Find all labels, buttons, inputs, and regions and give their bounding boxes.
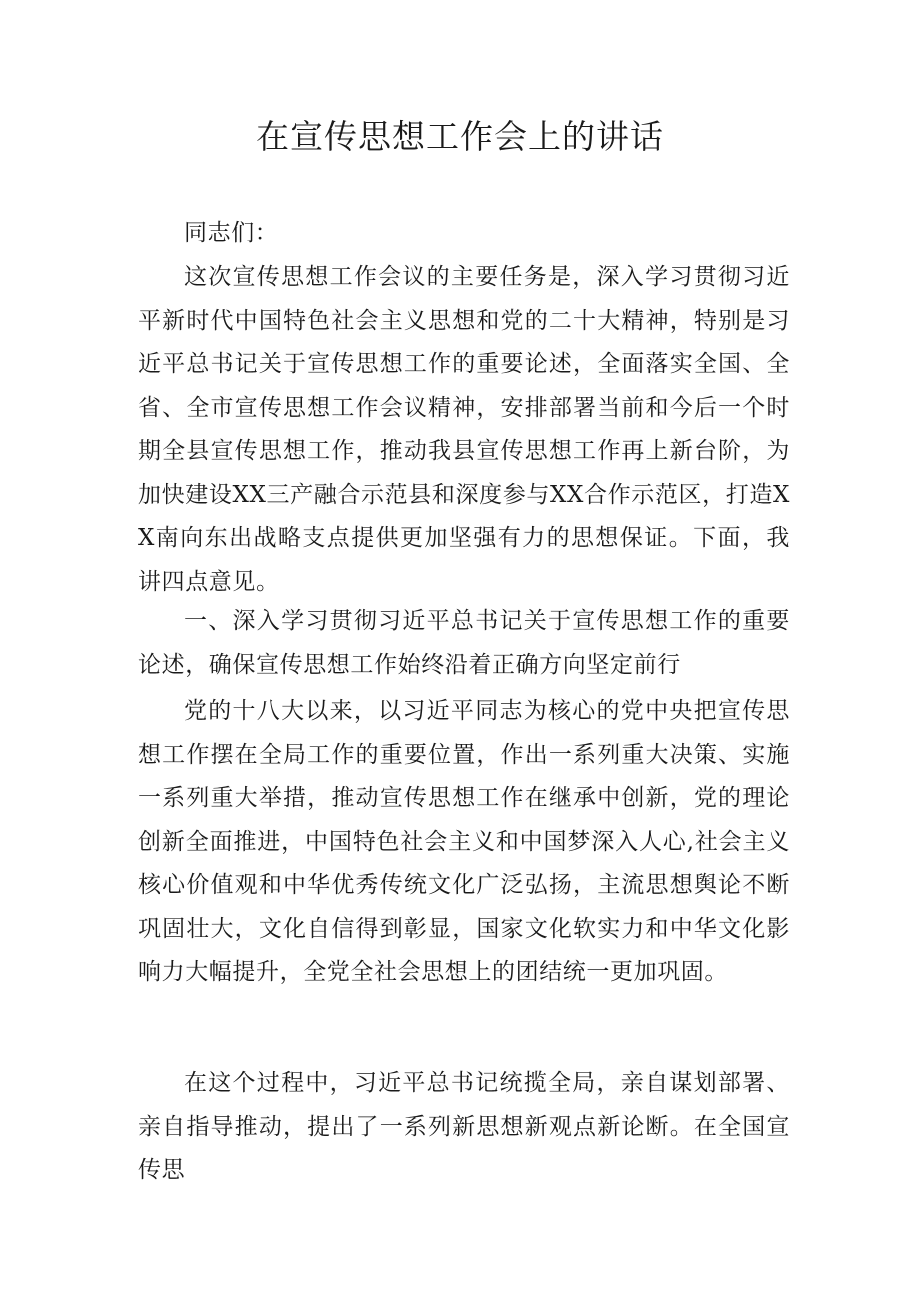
- greeting: 同志们：: [184, 220, 279, 246]
- paragraph-intro: 这次宣传思想工作会议的主要任务是，深入学习贯彻习近平新时代中国特色社会主义思想和党的二十大精神，特别是习近平总书记关于宣传思想工作的重要论述，全面落实全国、全省、全市宣传思想工作会议精神，安排部署当前和今后一个时期全县宣传思想工作，推动我县宣传思想工作再上新台阶，为加快建设XX三产融合示范县和深度参与XX合作示范区，打造XX南向东出战略支点提供更加坚强有力的思想保证。下面，我讲四点意见。: [138, 264, 790, 595]
- document-title: 在宣传思想工作会上的讲话: [256, 117, 664, 156]
- section-heading-1: 一、深入学习贯彻习近平总书记关于宣传思想工作的重要论述，确保宣传思想工作始终沿着正确方向坚定前行: [138, 608, 790, 678]
- paragraph-achievements: 党的十八大以来，以习近平同志为核心的党中央把宣传思想工作摆在全局工作的重要位置，作出一系列重大决策、实施一系列重大举措，推动宣传思想工作在继承中创新，党的理论创新全面推进，中国特色社会主义和中国梦深入人心,社会主义核心价值观和中华优秀传统文化广泛弘扬，主流思想舆论不断巩固壮大，文化自信得到彰显，国家文化软实力和中华文化影响力大幅提升，全党全社会思想上的团结统一更加巩固。: [138, 698, 790, 985]
- paragraph-process: 在这个过程中，习近平总书记统揽全局，亲自谋划部署、亲自指导推动，提出了一系列新思想新观点新论断。在全国宣传思: [138, 1070, 790, 1183]
